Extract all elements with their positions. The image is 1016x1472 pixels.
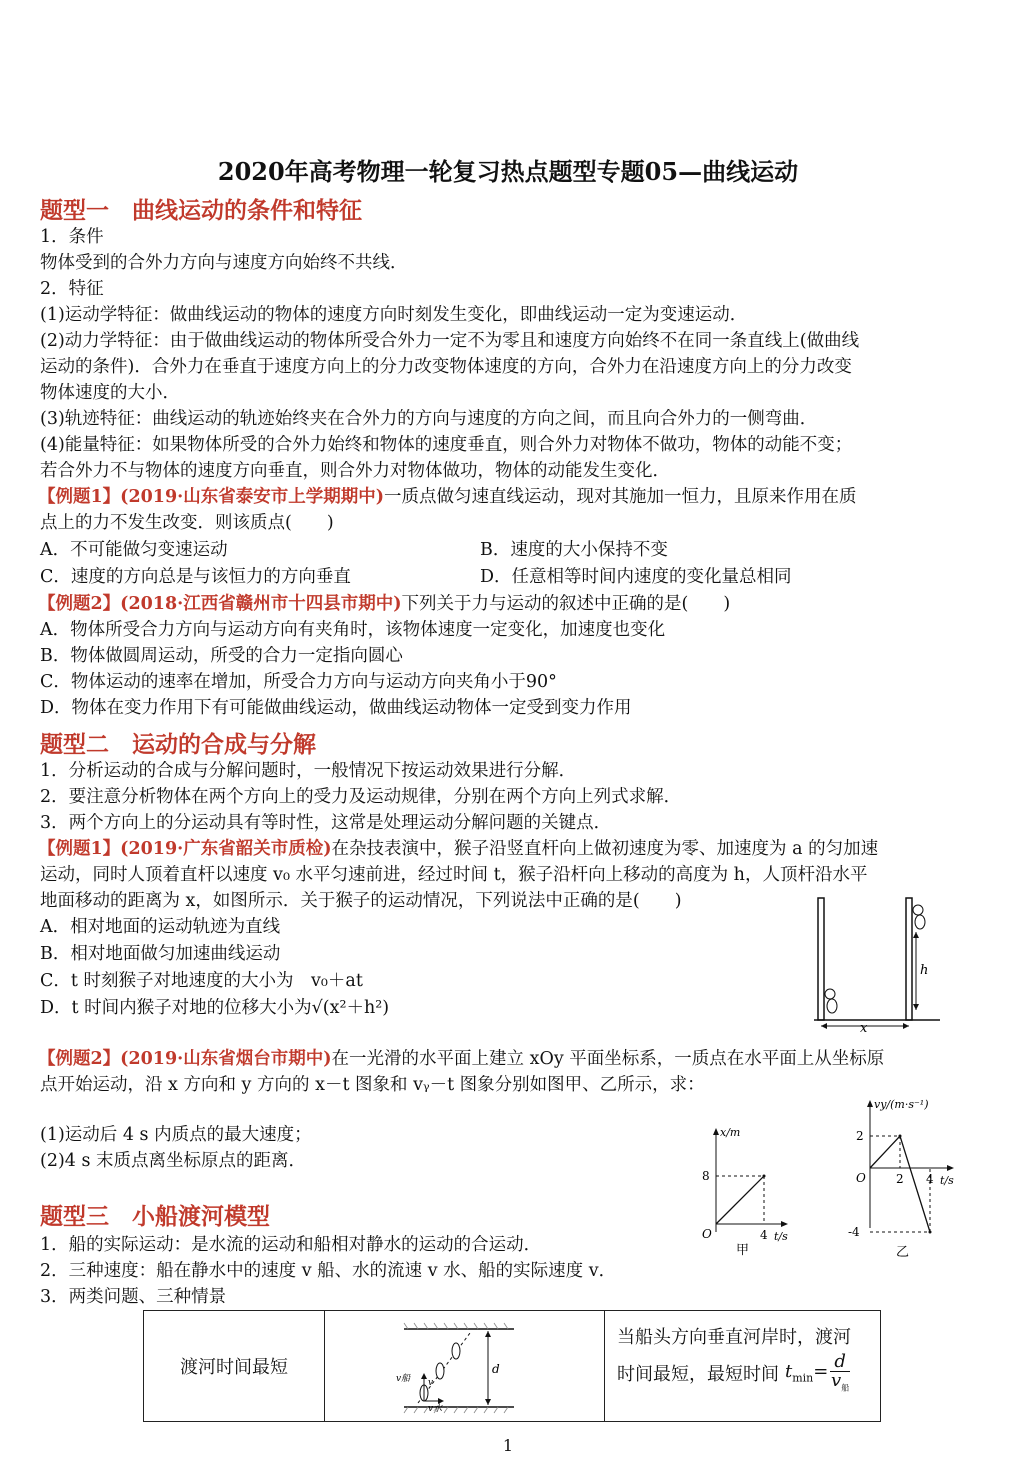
example-text: 在杂技表演中，猴子沿竖直杆向上做初速度为零、加速度为 a 的匀加速 xyxy=(331,839,879,859)
example-line xyxy=(38,591,730,617)
example-tag: 【例题1】(2019·广东省韶关市质检) xyxy=(38,839,332,859)
option-d: D．任意相等时间内速度的变化量总相同 xyxy=(480,567,792,587)
option-c: C．物体运动的速率在增加，所受合力方向与运动方向夹角小于90° xyxy=(40,672,557,692)
text-line: (3)轨迹特征：曲线运动的轨迹始终夹在合外力的方向与速度的方向之间，而且向合外力的一侧弯曲． xyxy=(40,409,818,429)
example-tag: 【例题2】(2018·江西省赣州市十四县市期中) xyxy=(38,594,402,614)
text-line: 3．两类问题、三种情景 xyxy=(40,1287,227,1307)
width-label: d xyxy=(492,1362,500,1376)
text-line: 1．船的实际运动：是水流的运动和船相对静水的运动的合运动． xyxy=(40,1235,542,1255)
data-point xyxy=(899,1135,902,1138)
example-text: 在一光滑的水平面上建立 xOy 平面坐标系，一质点在水平面上从坐标原 xyxy=(331,1049,885,1069)
boat-speed-label: v船 xyxy=(396,1374,411,1384)
x-axis-arrow xyxy=(781,1221,788,1227)
water-speed-label: v水 xyxy=(428,1404,443,1414)
distance-label: x xyxy=(860,1021,868,1034)
text-line: (1)运动学特征：做曲线运动的物体的速度方向时刻发生变化，即曲线运动一定为变速运动． xyxy=(40,305,748,325)
data-line xyxy=(716,1176,764,1224)
example-text: 下列关于力与运动的叙述中正确的是( ) xyxy=(401,594,731,614)
option-c: C．速度的方向总是与该恒力的方向垂直 xyxy=(40,567,351,587)
option-d: D．t 时间内猴子对地的位移大小为√(x²＋h²) xyxy=(40,998,390,1018)
boat-crossing-figure xyxy=(384,1315,524,1417)
text-line: 物体受到的合外力方向与速度方向始终不共线． xyxy=(40,253,408,273)
example-tag: 【例题1】(2019·山东省泰安市上学期期中) xyxy=(38,487,385,507)
text-line: 物体速度的大小． xyxy=(40,383,180,403)
text-line: 地面移动的距离为 x，如图所示．关于猴子的运动情况，下列说法中正确的是( ) xyxy=(40,891,682,911)
chart-title: 甲 xyxy=(736,1243,750,1258)
text-line: 3．两个方向上的分运动具有等时性，这常是处理运动分解问题的关键点． xyxy=(40,813,612,833)
monkey-pole-figure xyxy=(810,896,950,1034)
text-line: 2．特征 xyxy=(40,279,104,299)
option-a: A．物体所受合力方向与运动方向有夹角时，该物体速度一定变化，加速度也变化 xyxy=(40,620,666,640)
actual-speed-label: v xyxy=(428,1378,434,1388)
question-2: (2)4 s 末质点离坐标原点的距离． xyxy=(40,1151,307,1171)
x-tick-label: 4 xyxy=(926,1172,934,1186)
text-line: 点上的力不发生改变．则该质点( ) xyxy=(40,513,334,533)
question-1: (1)运动后 4 s 内质点的最大速度； xyxy=(40,1125,312,1145)
x-tick-label: 2 xyxy=(896,1172,904,1186)
description-line: 时间最短，最短时间 $t_{min}=$ d $v_船$ xyxy=(617,1353,880,1398)
y-axis-label: x/m xyxy=(720,1126,741,1139)
text-line: 点开始运动，沿 x 方向和 y 方向的 x－t 图象和 vᵧ－t 图象分别如图甲、乙所示，求： xyxy=(40,1075,705,1095)
fraction: d $v_船$ xyxy=(831,1351,850,1393)
y-axis-arrow xyxy=(867,1100,873,1107)
text-line: 运动，同时人顶着直杆以速度 v₀ 水平匀速前进，经过时间 t，猴子沿杆向上移动的高度为 h，人顶杆沿水平 xyxy=(40,865,868,885)
text-line: 若合外力不与物体的速度方向垂直，则合外力对物体做功，物体的动能发生变化． xyxy=(40,461,670,481)
text-line: 1．条件 xyxy=(40,227,104,247)
x-tick-label: 4 xyxy=(760,1228,768,1242)
y-axis-label: vy/(m·s⁻¹) xyxy=(874,1098,929,1111)
data-point xyxy=(763,1175,766,1178)
y-tick-label: 8 xyxy=(702,1169,710,1183)
page-number: 1 xyxy=(502,1436,514,1455)
table-cell-case: 渡河时间最短 xyxy=(144,1311,325,1421)
section-heading-2: 题型二 运动的合成与分解 xyxy=(40,731,316,758)
x-t-graph xyxy=(690,1120,820,1260)
x-axis-label: t/s xyxy=(940,1174,954,1187)
option-b: B．物体做圆周运动，所受的合力一定指向圆心 xyxy=(40,646,403,666)
option-b: B．相对地面做匀加速曲线运动 xyxy=(40,944,281,964)
page-title: 2020年高考物理一轮复习热点题型专题05—曲线运动 xyxy=(217,157,799,186)
example-line xyxy=(38,484,857,510)
option-c: C．t 时刻猴子对地速度的大小为 v₀＋at xyxy=(40,971,363,991)
x-axis-arrow xyxy=(947,1165,954,1171)
example-line xyxy=(38,836,878,862)
text-line: 运动的条件)．合外力在垂直于速度方向上的分力改变物体速度的方向，合外力在沿速度方向上的分力改变 xyxy=(40,357,852,377)
description-line: 当船头方向垂直河岸时，渡河 xyxy=(617,1327,851,1348)
y-axis-arrow xyxy=(713,1128,719,1135)
data-point xyxy=(929,1231,932,1234)
example-line xyxy=(38,1046,884,1072)
text-line: 1．分析运动的合成与分解问题时，一般情况下按运动效果进行分解． xyxy=(40,761,577,781)
option-a: A．不可能做匀变速运动 xyxy=(40,540,228,560)
section-heading-3: 题型三 小船渡河模型 xyxy=(40,1203,270,1230)
example-tag: 【例题2】(2019·山东省烟台市期中) xyxy=(38,1049,332,1069)
formula: $t_{min}=$ xyxy=(785,1361,829,1385)
text-line: (2)动力学特征：由于做曲线运动的物体所受合外力一定不为零且和速度方向始终不在同一条直线上(做曲线 xyxy=(40,331,860,351)
origin-label: O xyxy=(856,1171,866,1185)
text-line: (4)能量特征：如果物体所受的合外力始终和物体的速度垂直，则合外力对物体不做功，物体的动能不变； xyxy=(40,435,853,455)
x-axis-label: t/s xyxy=(774,1230,788,1243)
table-cell-description xyxy=(604,1311,880,1421)
y-tick-label: -4 xyxy=(848,1225,860,1239)
example-text: 一质点做匀速直线运动，现对其施加一恒力，且原来作用在质 xyxy=(384,487,857,507)
y-tick-label: 2 xyxy=(856,1129,864,1143)
vy-t-graph xyxy=(840,1096,970,1260)
chart-title: 乙 xyxy=(896,1245,910,1260)
origin-label: O xyxy=(702,1227,712,1241)
text-line: 2．三种速度：船在静水中的速度 v 船、水的流速 v 水、船的实际速度 v． xyxy=(40,1261,617,1281)
option-d: D．物体在变力作用下有可能做曲线运动，做曲线运动物体一定受到变力作用 xyxy=(40,698,632,718)
crossing-table xyxy=(143,1310,881,1422)
option-a: A．相对地面的运动轨迹为直线 xyxy=(40,917,281,937)
section-heading-1: 题型一 曲线运动的条件和特征 xyxy=(40,197,362,224)
option-b: B．速度的大小保持不变 xyxy=(480,540,668,560)
text-line: 2．要注意分析物体在两个方向上的受力及运动规律，分别在两个方向上列式求解． xyxy=(40,787,682,807)
height-label: h xyxy=(920,963,929,978)
